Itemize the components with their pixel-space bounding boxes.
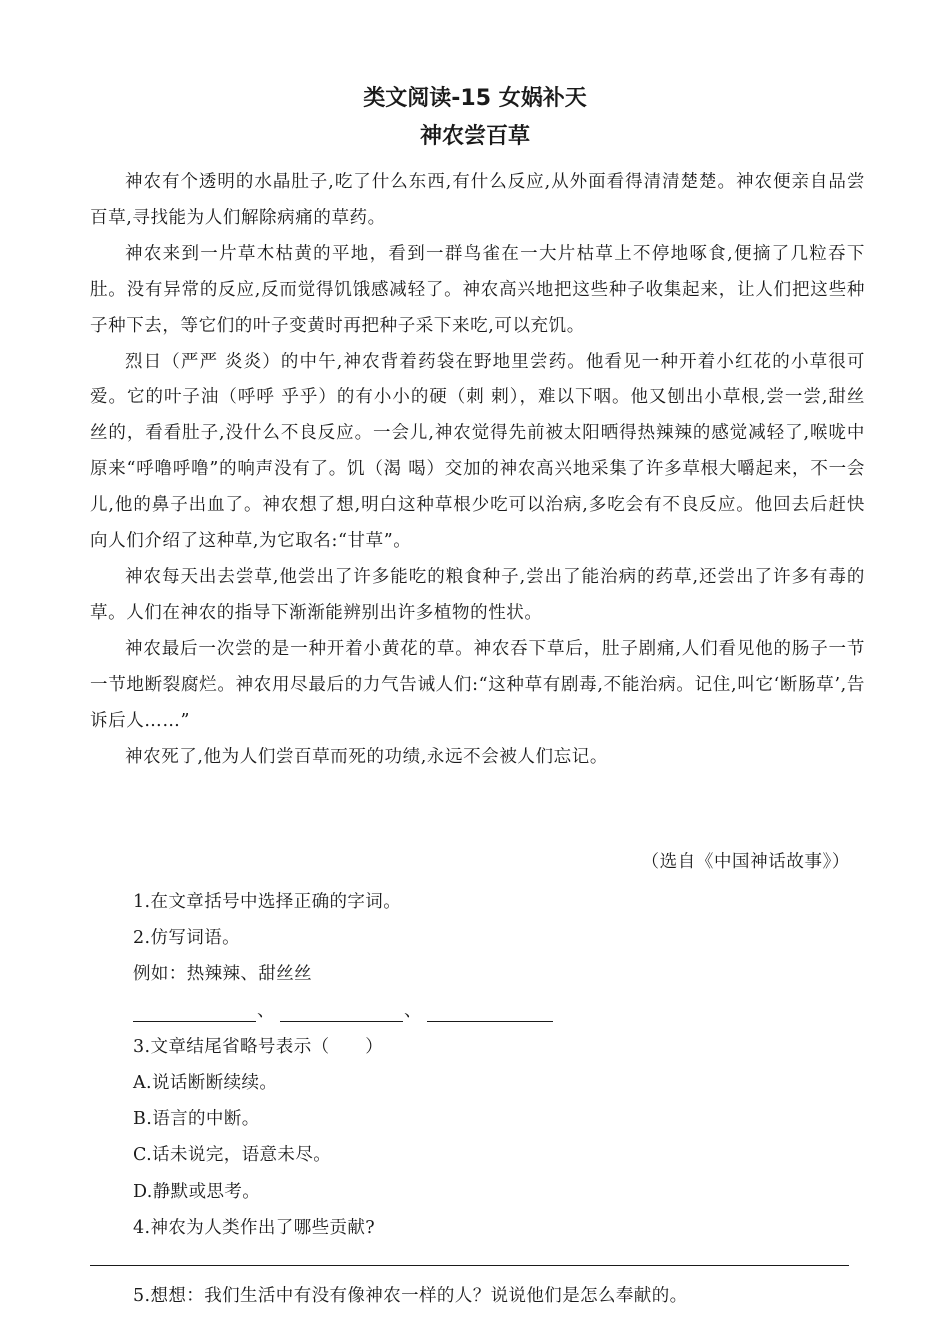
answer-blank-2[interactable]	[280, 1021, 403, 1022]
question-4-answer-line[interactable]	[90, 1265, 849, 1266]
option-a[interactable]: A.说话断断续续。	[133, 1072, 278, 1093]
option-b[interactable]: B.语言的中断。	[133, 1109, 260, 1130]
question-4: 4.神农为人类作出了哪些贡献?	[133, 1217, 376, 1238]
article-paragraph: 神农每天出去尝草,他尝出了许多能吃的粮食种子,尝出了能治病的药草,还尝出了许多有毒的草。人们在神农的指导下渐渐能辨别出许多植物的性状。	[90, 566, 865, 623]
article-source: （选自《中国神话故事》）	[641, 852, 850, 872]
option-d[interactable]: D.静默或思考。	[133, 1181, 261, 1202]
article-title: 神农尝百草	[419, 124, 530, 149]
option-c[interactable]: C.话未说完，语意未尽。	[133, 1145, 332, 1166]
answer-blank-1[interactable]	[133, 1021, 256, 1022]
blank-separator: 、	[404, 1000, 422, 1021]
article-paragraph: 神农死了,他为人们尝百草而死的功绩,永远不会被人们忘记。	[125, 746, 608, 767]
article-body	[90, 165, 865, 775]
question-2: 2.仿写词语。	[133, 928, 240, 949]
question-3: 3.文章结尾省略号表示（ ）	[133, 1036, 384, 1057]
question-2-example: 例如：热辣辣、甜丝丝	[133, 964, 312, 985]
answer-blank-3[interactable]	[427, 1021, 553, 1022]
question-2-answer-blanks	[133, 993, 853, 1029]
article-paragraph: 烈日（严严 炎炎）的中午,神农背着药袋在野地里尝药。他看见一种开着小红花的小草很可爱。它的叶子油（呼呼 乎乎）的有小小的硬（刺 剌），难以下咽。他又刨出小草根,尝一尝,甜丝丝的，看看肚子,没什么不良反应。一会儿,神农觉得先前被太阳晒得热辣辣的感觉减轻了,喉咙中原来“呼噜呼噜”的响声没有了。饥（渴 喝）交加的神农高兴地采集了许多草根大嚼起来，不一会儿,他的鼻子出血了。神农想了想,明白这种草根少吃可以治病,多吃会有不良反应。他回去后赶快向人们介绍了这种草,为它取名:“甘草”。	[90, 351, 865, 552]
question-1: 1.在文章括号中选择正确的字词。	[133, 892, 402, 912]
question-5: 5.想想：我们生活中有没有像神农一样的人？说说他们是怎么奉献的。	[133, 1286, 688, 1306]
blank-separator: 、	[257, 1000, 275, 1021]
article-paragraph: 神农有个透明的水晶肚子,吃了什么东西,有什么反应,从外面看得清清楚楚。神农便亲自品尝百草,寻找能为人们解除病痛的草药。	[90, 172, 865, 228]
article-paragraph: 神农最后一次尝的是一种开着小黄花的草。神农吞下草后，肚子剧痛,人们看见他的肠子一节一节地断裂腐烂。神农用尽最后的力气告诫人们:“这种草有剧毒,不能治病。记住,叫它‘断肠草’,告诉后人……”	[90, 638, 865, 731]
question-list	[133, 884, 853, 1246]
article-paragraph: 神农来到一片草木枯黄的平地，看到一群鸟雀在一大片枯草上不停地啄食,便摘了几粒吞下肚。没有异常的反应,反而觉得饥饿感减轻了。神农高兴地把这些种子收集起来，让人们把这些种子种下去，等它们的叶子变黄时再把种子采下来吃,可以充饥。	[90, 243, 865, 336]
worksheet-title: 类文阅读-15 女娲补天	[363, 86, 587, 111]
